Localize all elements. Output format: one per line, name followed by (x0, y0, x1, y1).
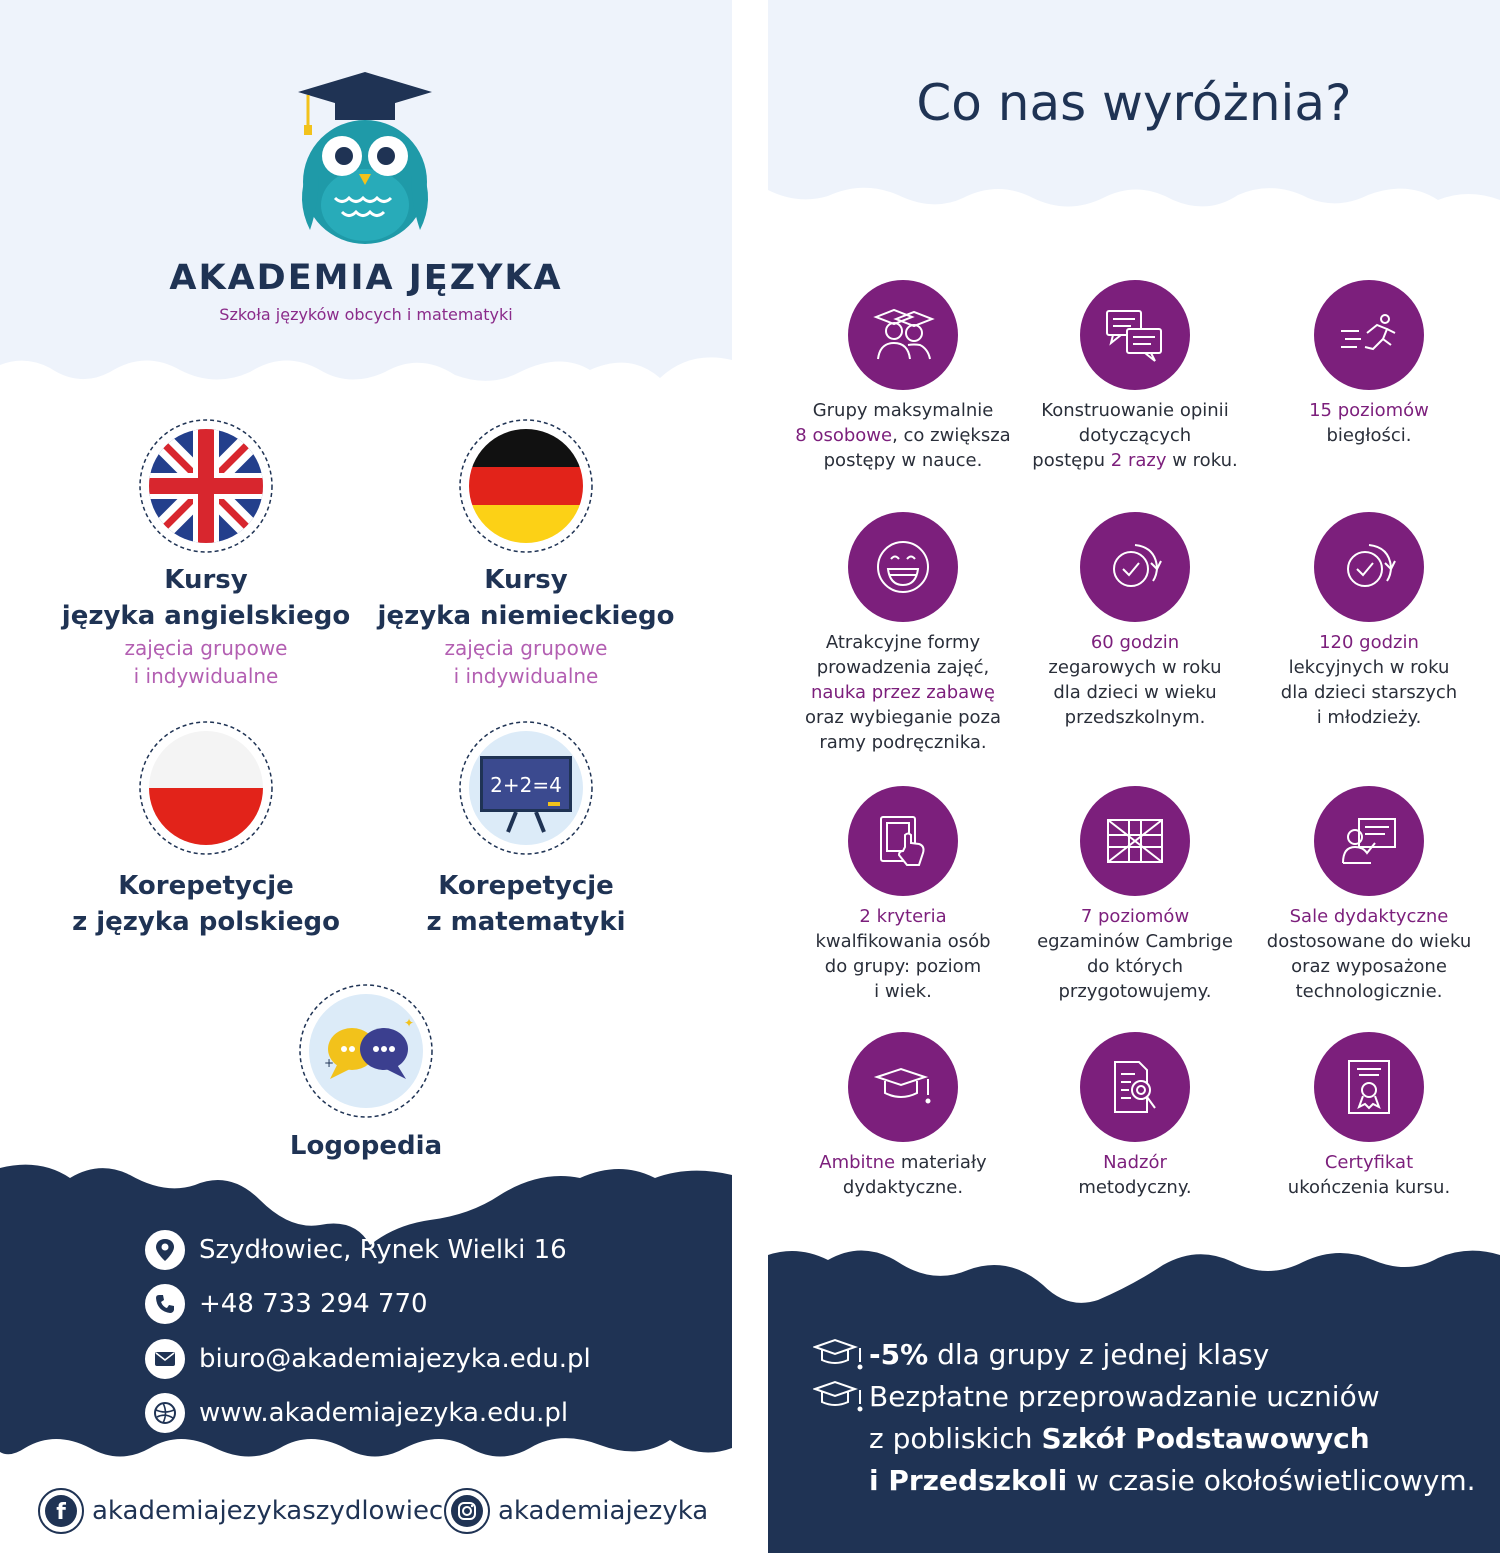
course-german-sub-2: i indywidualne (453, 664, 599, 688)
course-german (376, 562, 676, 690)
instagram-icon (444, 1488, 490, 1534)
feature-1-line-1: Grupy maksymalnie (812, 400, 994, 421)
feature-8-line-1: 7 poziomów (1080, 906, 1190, 927)
clock-icon (1314, 512, 1424, 622)
course-speech (216, 1128, 516, 1164)
feature-5-line-3: dla dzieci w wieku (1053, 682, 1217, 703)
graduation-cap-icon (813, 1334, 869, 1376)
promo-transport-line-2: z pobliskich Szkół Podstawowych (869, 1422, 1370, 1455)
feature-classrooms (1253, 786, 1485, 1004)
feature-5-line-1: 60 godzin (1090, 632, 1180, 653)
feature-10-line-2: dydaktyczne. (842, 1177, 964, 1198)
course-polish (56, 868, 356, 940)
left-panel (0, 0, 732, 1553)
promo-transport (813, 1376, 1476, 1502)
germany-flag-icon (458, 418, 594, 558)
contact-website[interactable] (143, 1391, 568, 1435)
feature-4-line-3: nauka przez zabawę (811, 682, 995, 703)
feature-7-line-3: do grupy: poziom (824, 956, 982, 977)
feature-2-line-2: dotyczących (1078, 425, 1192, 446)
tablet-touch-icon (848, 786, 958, 896)
feature-12-line-1: Certyfikat (1324, 1152, 1414, 1173)
feature-3-line-1: 15 poziomów (1309, 400, 1429, 421)
classroom-teacher-icon (1314, 786, 1424, 896)
graduates-icon (848, 280, 958, 390)
feature-6-line-4: i młodzieży. (1316, 707, 1422, 728)
course-english-title-2: języka angielskiego (61, 601, 351, 631)
poland-flag-icon (138, 720, 274, 860)
svg-text:2+2=4: 2+2=4 (490, 773, 562, 797)
svg-text:+: + (324, 1056, 335, 1070)
feature-8-line-3: do których (1086, 956, 1183, 977)
phone-text[interactable]: +48 733 294 770 (199, 1289, 428, 1319)
brand-subtitle: Szkoła języków obcych i matematyki (219, 305, 513, 324)
feature-4-line-4: oraz wybieganie poza (804, 707, 1002, 728)
promo-transport-line-1: Bezpłatne przeprowadzanie uczniów (869, 1380, 1380, 1413)
panel-gap (732, 0, 768, 1553)
feature-6-line-1: 120 godzin (1319, 632, 1419, 653)
owl-logo (290, 70, 440, 245)
promo-discount (813, 1334, 1476, 1376)
course-polish-title-1: Korepetycje (118, 871, 294, 901)
facebook-handle[interactable]: akademiajezykaszydlowiec (92, 1496, 444, 1526)
feature-7-line-2: kwalfikowania osób (815, 931, 991, 952)
graduation-cap-icon (848, 1032, 958, 1142)
feature-fun-learning (787, 512, 1019, 755)
promo-transport-line-3: i Przedszkoli w czasie okołoświetlicowym. (869, 1464, 1476, 1497)
feature-opinions (1019, 280, 1251, 473)
feature-12-line-2: ukończenia kursu. (1287, 1177, 1451, 1198)
feature-4-line-5: ramy podręcznika. (819, 732, 987, 753)
feature-4-line-1: Atrakcyjne formy (825, 632, 981, 653)
right-background (768, 0, 1500, 1553)
course-math-title-1: Korepetycje (438, 871, 614, 901)
feature-certificate (1253, 1032, 1485, 1200)
feature-10-line-1: Ambitne materiały (819, 1152, 987, 1173)
feature-8-line-4: przygotowujemy. (1058, 981, 1212, 1002)
right-panel (768, 0, 1500, 1553)
feature-5-line-2: zegarowych w roku (1048, 657, 1222, 678)
course-english-sub-2: i indywidualne (133, 664, 279, 688)
course-english-title-1: Kursy (164, 565, 248, 595)
feature-1-line-3: postępy w nauce. (823, 450, 983, 471)
feature-cambridge (1019, 786, 1251, 1004)
contact-phone[interactable] (143, 1282, 428, 1326)
chalkboard-icon (458, 720, 594, 860)
course-german-title-2: języka niemieckiego (377, 601, 675, 631)
location-pin-icon (143, 1228, 187, 1272)
uk-flag-icon (138, 418, 274, 558)
feature-8-line-2: egzaminów Cambrige (1037, 931, 1233, 952)
course-german-title-1: Kursy (484, 565, 568, 595)
feature-9-line-4: technologicznie. (1295, 981, 1443, 1002)
feature-11-line-1: Nadzór (1103, 1152, 1167, 1173)
feature-supervision (1019, 1032, 1251, 1200)
course-english-sub-1: zajęcia grupowe (124, 636, 288, 660)
feature-materials (787, 1032, 1019, 1200)
envelope-icon (143, 1337, 187, 1381)
feature-5-line-4: przedszkolnym. (1064, 707, 1206, 728)
course-polish-title-2: z języka polskiego (72, 907, 340, 937)
address-text: Szydłowiec, Rynek Wielki 16 (199, 1235, 567, 1265)
feature-9-line-3: oraz wyposażone (1291, 956, 1447, 977)
instagram-handle[interactable]: akademiajezyka (498, 1496, 709, 1526)
feature-4-line-2: prowadzenia zajęć, (816, 657, 990, 678)
promo-discount-text: dla grupy z jednej klasy (928, 1338, 1270, 1371)
course-speech-title: Logopedia (289, 1131, 443, 1161)
uk-flag-outline-icon (1080, 786, 1190, 896)
feature-9-line-1: Sale dydaktyczne (1289, 906, 1449, 927)
facebook-icon (38, 1488, 84, 1534)
course-english (56, 562, 356, 690)
document-search-icon (1080, 1032, 1190, 1142)
graduation-cap-icon (813, 1376, 869, 1418)
smile-icon (848, 512, 958, 622)
phone-icon (143, 1282, 187, 1326)
feature-2-line-3: postępu 2 razy w roku. (1032, 450, 1238, 471)
brand-name: AKADEMIA JĘZYKA (169, 258, 563, 298)
certificate-icon (1314, 1032, 1424, 1142)
feature-120-hours (1253, 512, 1485, 730)
running-levels-icon (1314, 280, 1424, 390)
promo-discount-value: -5% (869, 1338, 929, 1371)
promo-block (813, 1334, 1476, 1502)
globe-icon (143, 1391, 187, 1435)
course-math (376, 868, 676, 940)
speech-bubbles-icon (298, 983, 434, 1123)
social-facebook[interactable] (38, 1488, 443, 1534)
website-text[interactable]: www.akademiajezyka.edu.pl (199, 1398, 569, 1428)
feature-6-line-3: dla dzieci starszych (1280, 682, 1458, 703)
course-math-title-2: z matematyki (426, 907, 626, 937)
feature-6-line-2: lekcyjnych w roku (1288, 657, 1450, 678)
contact-email[interactable] (143, 1337, 591, 1381)
feature-3-line-2: biegłości. (1326, 425, 1412, 446)
course-german-sub-1: zajęcia grupowe (444, 636, 608, 660)
email-text[interactable]: biuro@akademiajezyka.edu.pl (199, 1344, 591, 1374)
svg-text:f: f (56, 1500, 66, 1525)
features-heading: Co nas wyróżnia? (916, 74, 1352, 132)
clock-icon (1080, 512, 1190, 622)
feature-7-line-1: 2 kryteria (859, 906, 947, 927)
feature-60-hours (1019, 512, 1251, 730)
feature-9-line-2: dostosowane do wieku (1266, 931, 1472, 952)
feature-criteria (787, 786, 1019, 1004)
feature-7-line-4: i wiek. (874, 981, 932, 1002)
social-instagram[interactable] (444, 1488, 708, 1534)
feature-2-line-1: Konstruowanie opinii (1041, 400, 1229, 421)
feature-11-line-2: metodyczny. (1078, 1177, 1192, 1198)
feature-1-line-2: 8 osobowe, co zwiększa (795, 425, 1011, 446)
contact-address (143, 1228, 567, 1272)
chat-bubbles-icon (1080, 280, 1190, 390)
feature-levels (1253, 280, 1485, 448)
svg-text:✦: ✦ (404, 1016, 415, 1030)
feature-group-size (787, 280, 1019, 473)
